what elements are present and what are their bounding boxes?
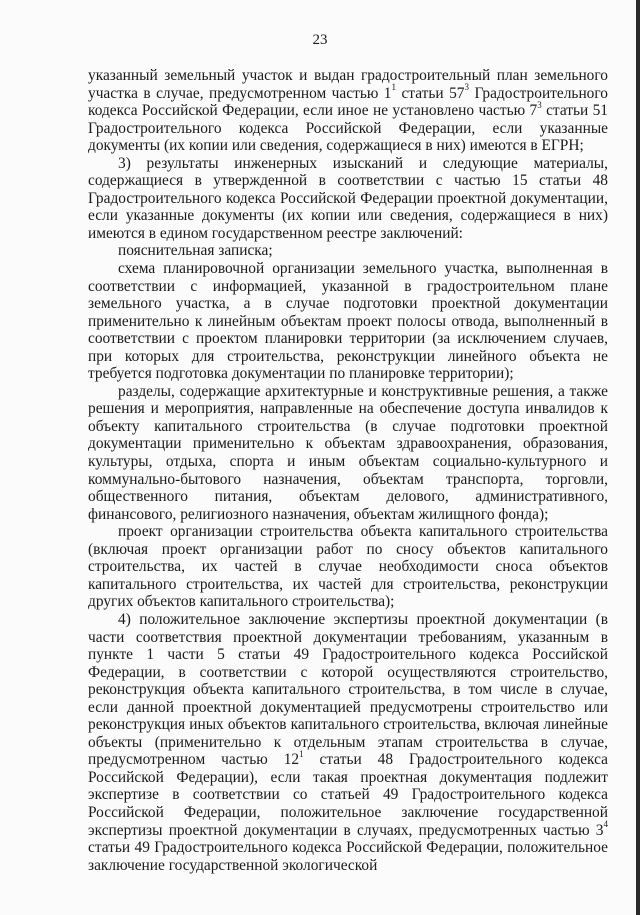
paragraph xyxy=(88,67,608,155)
text-run: статьи 49 Градостроительного кодекса Российской Федерации, положительное заключение государственной экологической xyxy=(88,839,608,874)
text-run: указанный земельный участок и выдан градостроительный план земельного участка в случае, предусмотренном частью 1 xyxy=(88,67,608,102)
superscript: 1 xyxy=(391,82,396,93)
text-run: 3) результаты инженерных изысканий и следующие материалы, содержащиеся в утвержденной в соответствии с частью 15 статьи 48 Градостроительного кодекса Российской Федерации проектной документации, если указанные документы (их копии или сведения, содержащиеся в них) имеются в едином государственном реестре заключений: xyxy=(88,154,608,242)
text-run: проект организации строительства объекта капитального строительства (включая проект организации работ по сносу объектов капитального строительства, их частей в случае необходимости сноса объектов капитального строительства, их частей для строительства, реконструкции других объектов капитального строительства); xyxy=(88,523,608,611)
text-run: пояснительная записка; xyxy=(118,242,273,260)
text-run: схема планировочной организации земельного участка, выполненная в соответствии с информацией, указанной в градостроительном плане земельного участка, а в случае подготовки проектной документации применительно к линейным объектам проект полосы отвода, выполненный в соответствии с проектом планировки территории (за исключением случаев, при которых для строительства, реконструкции линейного объекта не требуется подготовка документации по планировке территории); xyxy=(88,260,608,383)
scan-edge xyxy=(636,0,640,915)
superscript: 1 xyxy=(299,749,304,760)
text-run: Градостроительного кодекса Российской Федерации, если иное не установлено частью 7 xyxy=(88,84,608,120)
paragraph xyxy=(88,260,608,383)
paragraph xyxy=(88,523,608,611)
text-run: разделы, содержащие архитектурные и конструктивные решения, а также решения и мероприятия, направленные на обеспечение доступа инвалидов к объекту капитального строительства (в случае подготовки проектной документации применительно к объектам здравоохранения, образования, культуры, отдыха, спорта и иным объектам социально-культурного и коммунально-бытового назначения, объектам транспорта, торговли, общественного питания, объектам делового, административного, финансового, религиозного назначения, объектам жилищного фонда); xyxy=(88,382,608,523)
paragraph xyxy=(88,242,608,260)
paragraph xyxy=(88,155,608,243)
text-run: статьи 51 Градостроительного кодекса Российской Федерации, если указанные документы (их копии или сведения, содержащиеся в них) имеются в ЕГРН; xyxy=(88,102,609,155)
document-body xyxy=(88,67,608,874)
text-run: 4) положительное заключение экспертизы проектной документации (в части соответствия проектной документации требованиям, указанным в пункте 1 части 5 статьи 49 Градостроительного кодекса Российской Федерации, в соответствии с которой осуществляются строительство, реконструкция объекта капитального строительства, в том числе в случае, если данной проектной документацией предусмотрены строительство или реконструкция иных объектов капитального строительства, включая линейные объекты (применительно к отдельным этапам строительства в случае, предусмотренном частью 12 xyxy=(88,610,608,769)
superscript: 3 xyxy=(537,99,542,110)
text-run: статьи 57 xyxy=(396,84,465,102)
paragraph xyxy=(88,383,608,523)
page-number: 23 xyxy=(312,32,328,48)
paragraph xyxy=(88,611,608,874)
superscript: 3 xyxy=(464,82,469,93)
text-run: статьи 48 Градостроительного кодекса Российской Федерации), если такая проектная документация подлежит экспертизе в соответствии со статьей 49 Градостроительного кодекса Российской Федерации, положительное заключение государственной экспертизы проектной документации в случаях, предусмотренных частью 3 xyxy=(88,751,608,839)
superscript: 4 xyxy=(603,819,608,830)
